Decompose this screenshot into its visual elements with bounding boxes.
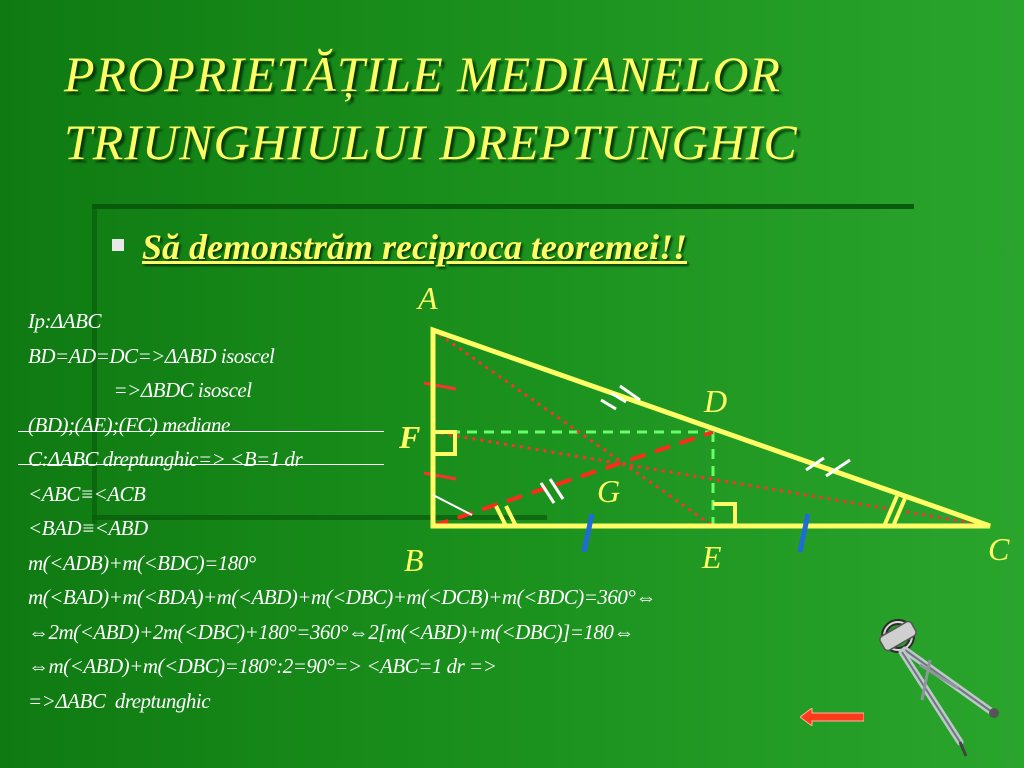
- label-b: B: [404, 542, 424, 578]
- proof-line: m(<ADB)+m(<BDC)=180°: [28, 550, 256, 575]
- tick-bc-2: [506, 506, 516, 526]
- tick-be-blue: [584, 514, 592, 552]
- label-f: F: [399, 419, 421, 455]
- median-ae: [433, 330, 713, 526]
- proof-line: =>ΔBDC isoscel: [28, 378, 252, 402]
- proof-line: ⇔m(<ABD)+m(<DBC)=180°:2=90°=> <ABC=1 dr =>: [28, 654, 497, 678]
- label-e: E: [702, 539, 722, 575]
- title-line-2: TRIUNGHIULUI DREPTUNGHIC: [64, 114, 798, 170]
- proof-line: BD=AD=DC=>ΔABD isoscel: [28, 343, 275, 368]
- tick-ad-1: [601, 400, 616, 409]
- label-c: C: [988, 531, 1010, 567]
- bullet-text: Să demonstrăm reciproca teoremei!!: [142, 227, 687, 267]
- median-bd: [433, 432, 713, 526]
- back-arrow-icon: [800, 708, 864, 726]
- label-a: A: [418, 280, 438, 316]
- proof-line: <BAD≡<ABD: [28, 516, 148, 540]
- label-g: G: [597, 473, 621, 509]
- proof-line: <ABC≡<ACB: [28, 481, 146, 506]
- tick-bd-1: [541, 483, 554, 503]
- proof-line: C:ΔABC dreptunghic=> <B=1 dr: [28, 447, 303, 471]
- back-arrow-button[interactable]: [800, 708, 864, 726]
- tick-ec-blue: [800, 514, 808, 552]
- proof-line: =>ΔABC dreptunghic: [28, 688, 211, 713]
- tick-ab-lower: [424, 473, 456, 479]
- label-d: D: [704, 383, 728, 419]
- angle-mark-b: [433, 495, 472, 515]
- tick-ab-upper: [424, 383, 456, 389]
- proof-line: ⇔2m(<ABD)+2m(<DBC)+180°=360°⇔2[m(<ABD)+m(<DBC)]=180⇔: [28, 619, 634, 644]
- compass-icon: [878, 620, 999, 756]
- median-cf: [433, 432, 990, 526]
- proof-line: Ip:ΔABC: [28, 309, 101, 333]
- proof-line: m(<BAD)+m(<BDA)+m(<ABD)+m(<DBC)+m(<DCB)+m(<BDC)=360°⇔: [28, 585, 656, 609]
- proof-line: (BD);(AE);(FC) mediane: [28, 412, 230, 437]
- title-line-1: PROPRIETĂȚILE MEDIANELOR: [64, 46, 781, 102]
- right-angle-e: [713, 504, 735, 526]
- tick-bc-1: [496, 506, 506, 526]
